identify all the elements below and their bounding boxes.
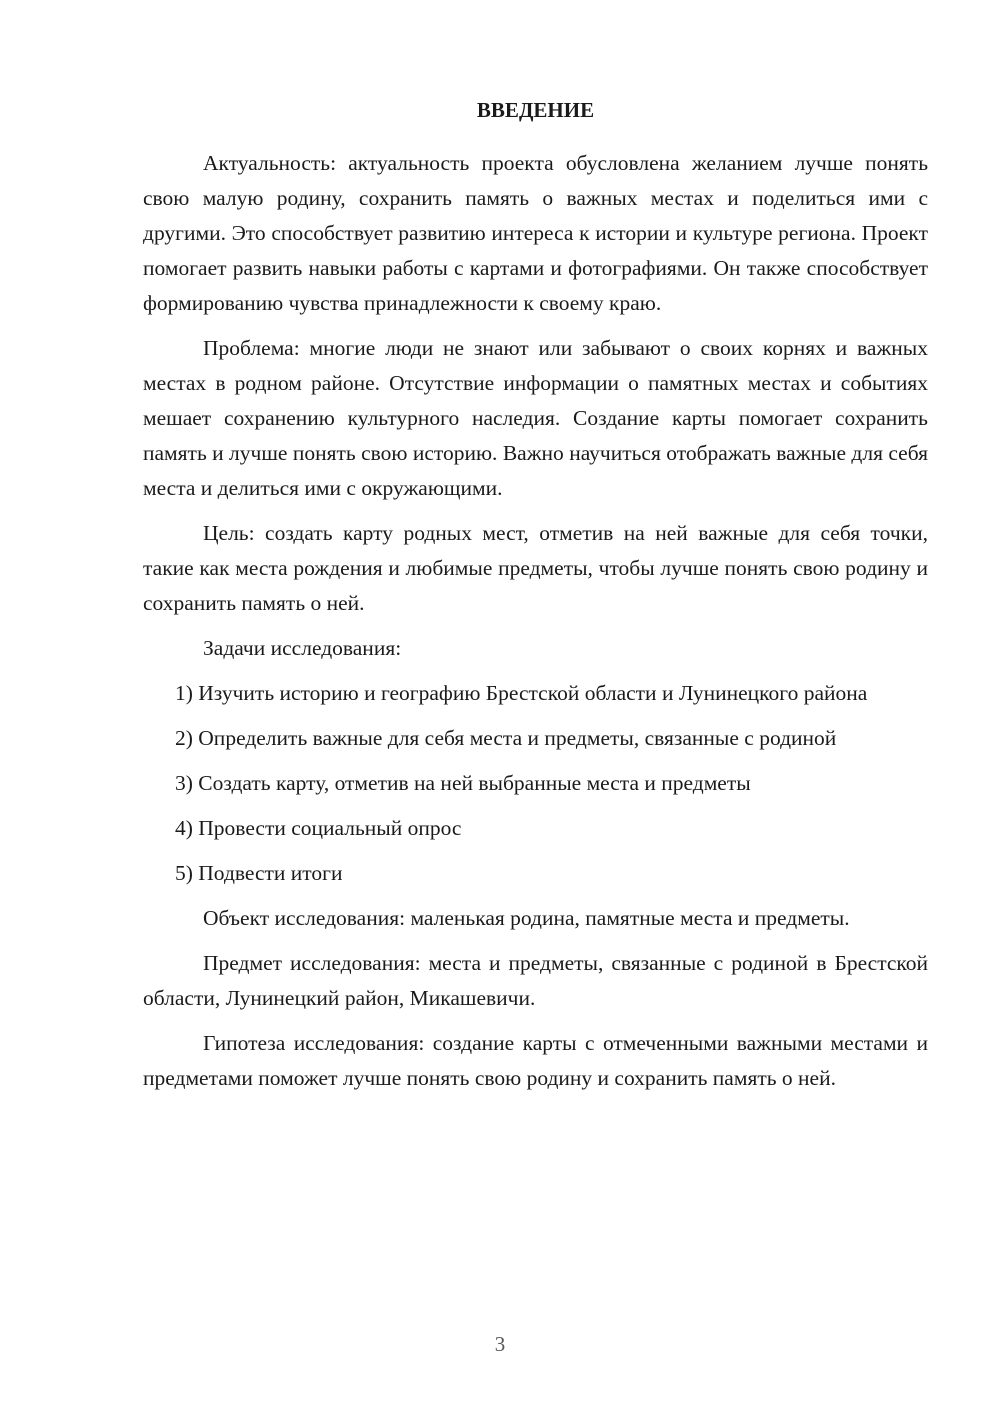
section-title: ВВЕДЕНИЕ — [476, 98, 595, 122]
subject-paragraph: Предмет исследования: места и предметы, связанные с родиной в Брестской области, Лунинецкий район, Микашевичи. — [143, 951, 928, 1010]
object-paragraph: Объект исследования: маленькая родина, памятные места и предметы. — [203, 906, 850, 930]
goal-paragraph: Цель: создать карту родных мест, отметив на ней важные для себя точки, такие как места рождения и любимые предметы, чтобы лучше понять свою родину и сохранить память о ней. — [143, 521, 928, 615]
page-number: 3 — [494, 1332, 506, 1356]
document-page — [143, 92, 928, 1106]
tasks-list — [143, 676, 928, 891]
problem-paragraph: Проблема: многие люди не знают или забывают о своих корнях и важных местах в родном районе. Отсутствие информации о памятных местах и событиях мешает сохранению культурного наследия. Создание карты помогает сохранить память и лучше понять свою историю. Важно научиться отображать важные для себя места и делиться ими с окружающими. — [143, 336, 928, 500]
tasks-heading: Задачи исследования: — [203, 636, 402, 660]
task-item: 5) Подвести итоги — [175, 861, 343, 885]
task-item: 1) Изучить историю и географию Брестской области и Лунинецкого района — [175, 681, 868, 705]
task-item: 2) Определить важные для себя места и предметы, связанные с родиной — [175, 726, 837, 750]
task-item: 3) Создать карту, отметив на ней выбранные места и предметы — [175, 771, 751, 795]
hypothesis-paragraph: Гипотеза исследования: создание карты с отмеченными важными местами и предметами поможет лучше понять свою родину и сохранить память о ней. — [143, 1031, 928, 1090]
task-item: 4) Провести социальный опрос — [175, 816, 462, 840]
relevance-paragraph: Актуальность: актуальность проекта обусловлена желанием лучше понять свою малую родину, сохранить память о важных местах и поделиться ими с другими. Это способствует развитию интереса к истории и культуре региона. Проект помогает развить навыки работы с картами и фотографиями. Он также способствует формированию чувства принадлежности к своему краю. — [143, 151, 928, 315]
